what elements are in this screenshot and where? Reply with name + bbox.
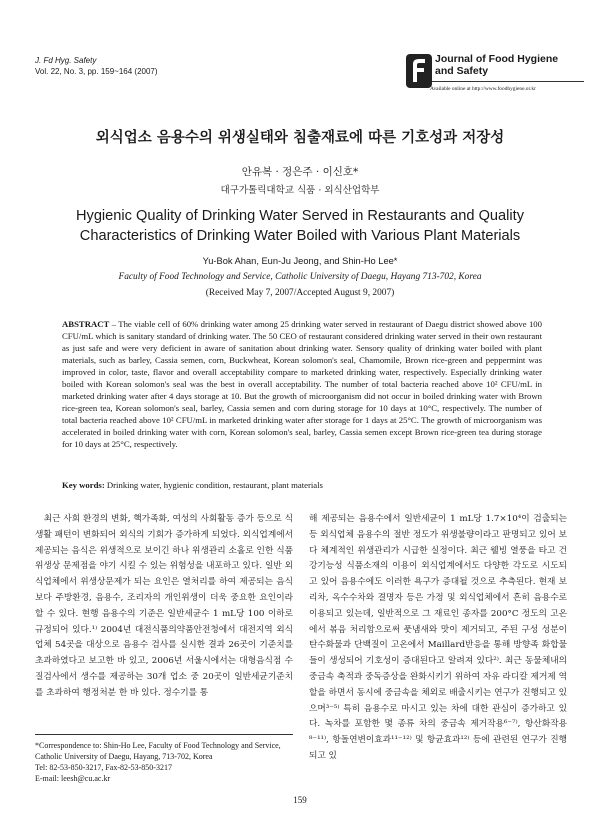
english-title-line2: Characteristics of Drinking Water Boiled with Various Plant Materials xyxy=(79,228,521,244)
english-authors: Yu-Bok Ahan, Eun-Ju Jeong, and Shin-Ho Lee* xyxy=(202,256,398,266)
footnote-line2: Tel: 82-53-850-3217, Fax-82-53-850-3217 xyxy=(35,763,172,772)
korean-affiliation: 대구가톨릭대학교 식품 · 외식산업학부 xyxy=(220,185,380,196)
journal-emblem-icon xyxy=(404,52,434,90)
journal-citation xyxy=(35,55,158,77)
correspondence-footnote xyxy=(35,740,293,784)
english-affiliation: Faculty of Food Technology and Service, Catholic University of Daegu, Hayang 713-702, Korea xyxy=(118,272,482,282)
keywords xyxy=(62,480,542,490)
received-dates: (Received May 7, 2007/Accepted August 9, 2007) xyxy=(205,288,395,298)
page-number: 159 xyxy=(293,795,307,805)
footnote-line1: *Correspondence to: Shin-Ho Lee, Faculty of Food Technology and Service, Catholic University of Daegu, Hayang, 713-702, Korea xyxy=(35,741,281,761)
abstract-text: – The viable cell of 60% drinking water among 25 drinking water served in restaurant of Daegu district showed above 100 CFU/mL which is sanitary standard of drinking water. The 50 CEO of restaurant considered drinking water served in their own restaurant as just safe and were very deficient in aware of sanitation about drinking water. Sensory quality of drinking water boiled with plant materials, such as barley, Cassia semen, corn, Buckwheat, Korean solomon's seal, Chamomile, Brown rice-green and peppermint was improved in color, taste, flavor and overall acceptability compare to marketed drinking water, respectively. Especially drinking water boiled with Korean solomon's seal was the best in overall acceptability. The number of total bacteria reached above 10² CFU/mL in marketed drinking water after 4 days storage at 10. But the growth of microorganism did not occur in boiled drinking water with Brown rice-green tea, Korean solomon's seal, barley, Cassia semen and corn during storage for 10 days at 10°C, respectively. The number of total bacteria reached above 10² CFU/mL in marketed drinking water after storage for 1 days at 25°C. The growth of microorganism was accelerated in boiled drinking water with corn, Korean solomon's seal, barley, Cassia semen except Brown rice-green tea during storage for 10 days at 25°C, respectively. xyxy=(62,319,542,449)
logo-divider xyxy=(432,81,584,82)
logo-title-line1: Journal of Food Hygiene xyxy=(435,53,559,65)
korean-authors: 안유복 · 정은주 · 이신호* xyxy=(241,166,359,178)
journal-name: J. Fd Hyg. Safety xyxy=(35,56,97,65)
footnote-line3: E-mail: leesh@cu.ac.kr xyxy=(35,774,111,783)
body-column-right: 해 제공되는 음용수에서 일반세균이 1 mL당 1.7×10⁴이 검출되는 등 외식업체 음용수의 절반 정도가 위생불량이라고 판명되고 있어 보다 체계적인 위생관리가 시급한 실정이다. 최근 웰빙 열풍을 타고 건강기능성 식품소재의 이용이 외식업계에서도 다양한 각도로 시도되고 있어 음용수에도 이러한 욕구가 증대될 것으로 추측된다. 현재 보리차, 옥수수차와 결명자 등은 가정 및 외식업체에서 흔히 음용수로 이용되고 있는데, 일반적으로 그 재료인 종자를 200°C 정도의 고온에서 볶음 처리함으로써 풋냄새와 맛이 제거되고, 주된 구성 성분이 탄수화물과 단백질이 고온에서 Maillard반응을 통해 방향족 화합물들이 생성되어 기호성이 증대된다고 알려져 있다²⁾. 최근 동물체내의 중금속 축적과 중독증상을 완화시키기 위하여 자유 라디칼 제거제 역할을 하면서 동시에 중금속을 체외로 배출시키는 연구가 진행되고 있으며³⁻⁵⁾ 특히 음용수로 마시고 있는 차에 대한 관심이 증가하고 있다. 녹차를 포함한 몇 종류 차의 중금속 제거작용⁶⁻⁷⁾, 항산화작용⁸⁻¹¹⁾, 항돌연변이효과¹¹⁻¹²⁾ 및 항균효과¹²⁾ 등에 관련된 연구가 진행되고 있 xyxy=(309,514,567,761)
english-title-line1: Hygienic Quality of Drinking Water Served in Restaurants and Quality xyxy=(75,208,524,224)
footnote-divider xyxy=(35,734,293,735)
logo-url: Available online at http://www.foodhygiene.or.kr xyxy=(430,86,536,92)
volume-info: Vol. 22, No. 3, pp. 159~164 (2007) xyxy=(35,67,158,76)
keywords-label: Key words: xyxy=(62,480,105,490)
abstract-label: ABSTRACT xyxy=(62,319,110,329)
body-column-left: 최근 사회 환경의 변화, 핵가족화, 여성의 사회활동 증가 등으로 식생활 패턴이 변화되어 외식의 기회가 증가하게 되었다. 외식업계에서 제공되는 음식은 위생적으로 보이긴 하나 위생관리 소홀로 인한 식품위생상 문제점을 야기 시킬 수 있는 위험성을 내포하고 있다. 일반 외식업체에서 위생상문제가 되는 요인은 열처리를 하여 제공되는 음식보다 주방환경, 음용수, 조리자의 개인위생이 더욱 중요한 요인이라 할 수 있다. 현행 음용수의 기준은 일반세균수 1 mL당 100 이하로 규정되어 있다.¹⁾ 2004년 대전식품의약품안전청에서 대전지역 외식업체 54곳을 대상으로 음용수 검사를 실시한 결과 26곳이 기준치를 초과하였다고 보고한 바 있고, 2006년 서울시에서는 대형음식점 수질검사에서 생수를 제공하는 30개 업소 중 20곳이 일반세균기준치를 초과하여 행정처분 한 바 있다. 정수기를 통 xyxy=(35,514,293,698)
abstract xyxy=(62,318,542,450)
korean-title: 외식업소 음용수의 위생실태와 침출재료에 따른 기호성과 저장성 xyxy=(95,129,505,146)
journal-logo xyxy=(404,50,584,100)
logo-title xyxy=(435,53,558,77)
logo-title-line2: and Safety xyxy=(435,65,489,77)
english-title xyxy=(20,206,580,246)
keywords-text: Drinking water, hygienic condition, restaurant, plant materials xyxy=(104,480,323,490)
